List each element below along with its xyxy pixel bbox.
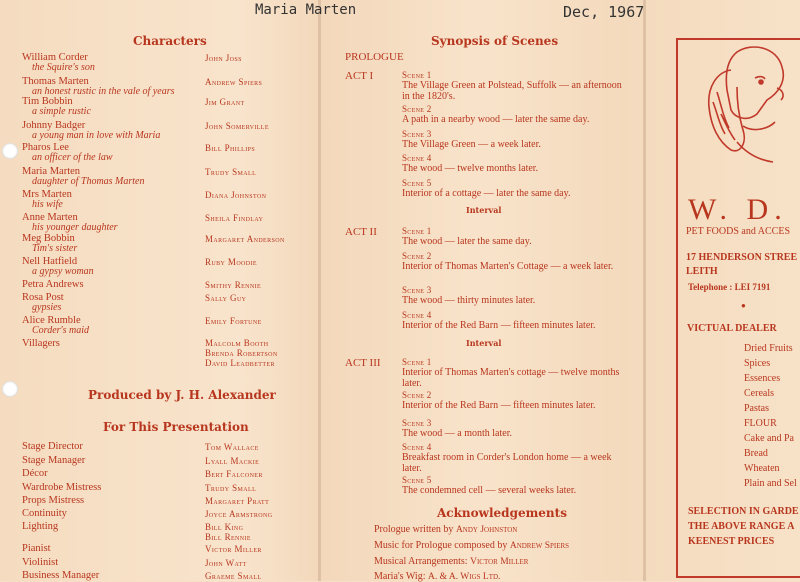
scene-number: Scene 2 — [402, 251, 432, 261]
character-description: the Squire's son — [32, 62, 95, 73]
crew-name: Bill Rennie — [205, 532, 251, 542]
actor-name: John Joss — [205, 53, 242, 63]
advert-footer-line: KEENEST PRICES — [688, 536, 775, 547]
scene-description: The Village Green at Polstead, Suffolk — an afternoon in the 1820's. — [402, 80, 622, 102]
scene-description: A path in a nearby wood — later the same day. — [402, 114, 590, 125]
scene-description: Interior of the Red Barn — fifteen minutes later. — [402, 400, 596, 411]
advert-item: Essences — [744, 373, 781, 384]
actor-name: Smithy Rennie — [205, 280, 262, 290]
spaniel-dog-icon — [697, 42, 792, 167]
acknowledgement-label: Maria's Wig: — [374, 571, 426, 582]
character-description: a young man in love with Maria — [32, 130, 161, 141]
advert-item: Wheaten — [744, 463, 780, 474]
scene-description: Interior of the Red Barn — fifteen minutes later. — [402, 320, 596, 331]
acknowledgement-label: Prologue written by — [374, 524, 454, 535]
character-description: daughter of Thomas Marten — [32, 176, 145, 187]
advert-item: Plain and Sel — [744, 478, 797, 489]
scene-number: Scene 3 — [402, 418, 432, 428]
advert-address-street: 17 HENDERSON STREE — [686, 252, 798, 263]
advert-footer-line: THE ABOVE RANGE A — [688, 521, 795, 532]
villager-actor: Malcolm Booth — [205, 338, 269, 348]
villager-actor: Brenda Robertson — [205, 348, 278, 358]
characters-heading: Characters — [133, 34, 207, 48]
acknowledgements-heading: Acknowledgements — [437, 506, 567, 520]
advert-item: FLOUR — [744, 418, 777, 429]
advert-address-town: LEITH — [686, 266, 718, 277]
scene-number: Scene 4 — [402, 442, 432, 452]
advert-footer-line: SELECTION IN GARDE — [688, 506, 799, 517]
crew-name: Graeme Small — [205, 571, 262, 581]
character-role: Nell Hatfield — [22, 256, 78, 267]
scene-description: Interior of Thomas Marten's cottage — twelve months later. — [402, 367, 620, 389]
actor-name: Andrew Spiers — [205, 77, 263, 87]
crew-name: John Watt — [205, 558, 247, 568]
advert-bullet: ● — [741, 301, 746, 310]
character-role: Meg Bobbin — [22, 233, 75, 244]
scene-number: Scene 1 — [402, 357, 432, 367]
crew-name: Lyall Mackie — [205, 456, 260, 466]
crew-name: Bill King — [205, 522, 244, 532]
scene-number: Scene 5 — [402, 475, 432, 485]
scene-description: Breakfast room in Corder's London home — a week later. — [402, 452, 612, 474]
crew-name: Tom Wallace — [205, 442, 259, 452]
prologue-label: PROLOGUE — [345, 51, 404, 63]
scene-number: Scene 1 — [402, 226, 432, 236]
scene-description: The wood — twelve months later. — [402, 163, 539, 174]
presentation-heading: For This Presentation — [103, 420, 249, 434]
crew-role: Stage Manager — [22, 455, 86, 466]
character-role: William Corder — [22, 52, 88, 63]
character-description: his wife — [32, 199, 63, 210]
crew-name: Margaret Pratt — [205, 496, 270, 506]
actor-name: Sally Guy — [205, 293, 247, 303]
acknowledgement-name: Andy Johnston — [455, 525, 518, 535]
character-role: Alice Rumble — [22, 315, 81, 326]
advert-item: Cereals — [744, 388, 774, 399]
act-label: ACT III — [345, 357, 381, 369]
acknowledgement-row — [374, 524, 517, 535]
scene-description: The wood — later the same day. — [402, 236, 532, 247]
punch-hole — [2, 381, 18, 397]
scene-description: The wood — a month later. — [402, 428, 512, 439]
acknowledgement-row — [374, 556, 528, 567]
scene-description: Interior of Thomas Marten's Cottage — a week later. — [402, 261, 614, 272]
act-label: ACT II — [345, 226, 377, 238]
character-description: an honest rustic in the vale of years — [32, 86, 175, 97]
advert-subtitle: PET FOODS and ACCES — [686, 226, 791, 237]
advert-telephone: Telephone : LEI 7191 — [688, 282, 771, 292]
scene-number: Scene 2 — [402, 390, 432, 400]
acknowledgement-label: Musical Arrangements: — [374, 556, 468, 567]
scene-number: Scene 3 — [402, 285, 432, 295]
scene-description: The wood — thirty minutes later. — [402, 295, 536, 306]
character-role: Rosa Post — [22, 292, 64, 303]
advert-item: Cake and Pa — [744, 433, 794, 444]
scene-number: Scene 1 — [402, 70, 432, 80]
punch-hole — [2, 143, 18, 159]
handwritten-date: Dec, 1967 — [563, 3, 645, 21]
scene-number: Scene 3 — [402, 129, 432, 139]
scene-description: Interior of a cottage — later the same day. — [402, 188, 571, 199]
crew-role: Décor — [22, 468, 48, 479]
character-role: Johnny Badger — [22, 120, 86, 131]
scene-description: The Village Green — a week later. — [402, 139, 541, 150]
actor-name: Bill Phillips — [205, 143, 256, 153]
interval-label: Interval — [466, 205, 502, 215]
advert-item: Dried Fruits — [744, 343, 793, 354]
fold-line — [643, 0, 646, 581]
scene-number: Scene 4 — [402, 153, 432, 163]
actor-name: Emily Fortune — [205, 316, 262, 326]
villagers-label: Villagers — [22, 338, 60, 349]
crew-role: Continuity — [22, 508, 67, 519]
actor-name: Margaret Anderson — [205, 234, 285, 244]
character-role: Tim Bobbin — [22, 96, 73, 107]
acknowledgement-label: Music for Prologue composed by — [374, 540, 508, 551]
interval-label: Interval — [466, 338, 502, 348]
acknowledgement-name: A. & A. Wigs Ltd. — [427, 572, 501, 582]
act-label: ACT I — [345, 70, 374, 82]
character-description: a gypsy woman — [32, 266, 94, 277]
character-description: Corder's maid — [32, 325, 90, 336]
crew-role: Pianist — [22, 543, 51, 554]
crew-name: Victor Miller — [205, 544, 262, 554]
acknowledgement-name: Andrew Spiers — [509, 541, 570, 551]
advert-item: Pastas — [744, 403, 769, 414]
advert-item: Bread — [744, 448, 768, 459]
actor-name: Trudy Small — [205, 167, 257, 177]
character-role: Mrs Marten — [22, 189, 72, 200]
character-description: gypsies — [32, 302, 62, 313]
character-description: a simple rustic — [32, 106, 91, 117]
character-role: Thomas Marten — [22, 76, 89, 87]
fold-line — [318, 0, 321, 581]
acknowledgement-name: Victor Miller — [470, 557, 529, 567]
scene-description: The condemned cell — several weeks later. — [402, 485, 577, 496]
crew-name: Bert Falconer — [205, 469, 263, 479]
character-role: Anne Marten — [22, 212, 78, 223]
character-role: Petra Andrews — [22, 279, 84, 290]
acknowledgement-row — [374, 571, 500, 582]
scene-number: Scene 2 — [402, 104, 432, 114]
handwritten-title: Maria Marten — [255, 2, 357, 18]
produced-by: Produced by J. H. Alexander — [88, 388, 276, 402]
scene-number: Scene 5 — [402, 178, 432, 188]
character-description: Tim's sister — [32, 243, 78, 254]
scene-number: Scene 4 — [402, 310, 432, 320]
crew-role: Stage Director — [22, 441, 83, 452]
advert-item: Spices — [744, 358, 771, 369]
synopsis-heading: Synopsis of Scenes — [431, 34, 559, 48]
crew-name: Trudy Small — [205, 483, 257, 493]
actor-name: Jim Grant — [205, 97, 245, 107]
character-description: an officer of the law — [32, 152, 113, 163]
advert-victual-dealer: VICTUAL DEALER — [687, 323, 777, 334]
crew-role: Wardrobe Mistress — [22, 482, 102, 493]
acknowledgement-row — [374, 540, 569, 551]
villager-actor: David Leadbetter — [205, 358, 275, 368]
actor-name: Sheila Findlay — [205, 213, 264, 223]
advert-title: W. D. — [688, 193, 788, 226]
crew-role: Violinist — [22, 557, 59, 568]
character-role: Maria Marten — [22, 166, 81, 177]
crew-name: Joyce Armstrong — [205, 509, 273, 519]
actor-name: John Somerville — [205, 121, 269, 131]
crew-role: Lighting — [22, 521, 59, 532]
character-description: his younger daughter — [32, 222, 118, 233]
crew-role: Business Manager — [22, 570, 100, 581]
crew-role: Props Mistress — [22, 495, 85, 506]
actor-name: Diana Johnston — [205, 190, 267, 200]
actor-name: Ruby Moodie — [205, 257, 257, 267]
character-role: Pharos Lee — [22, 142, 69, 153]
